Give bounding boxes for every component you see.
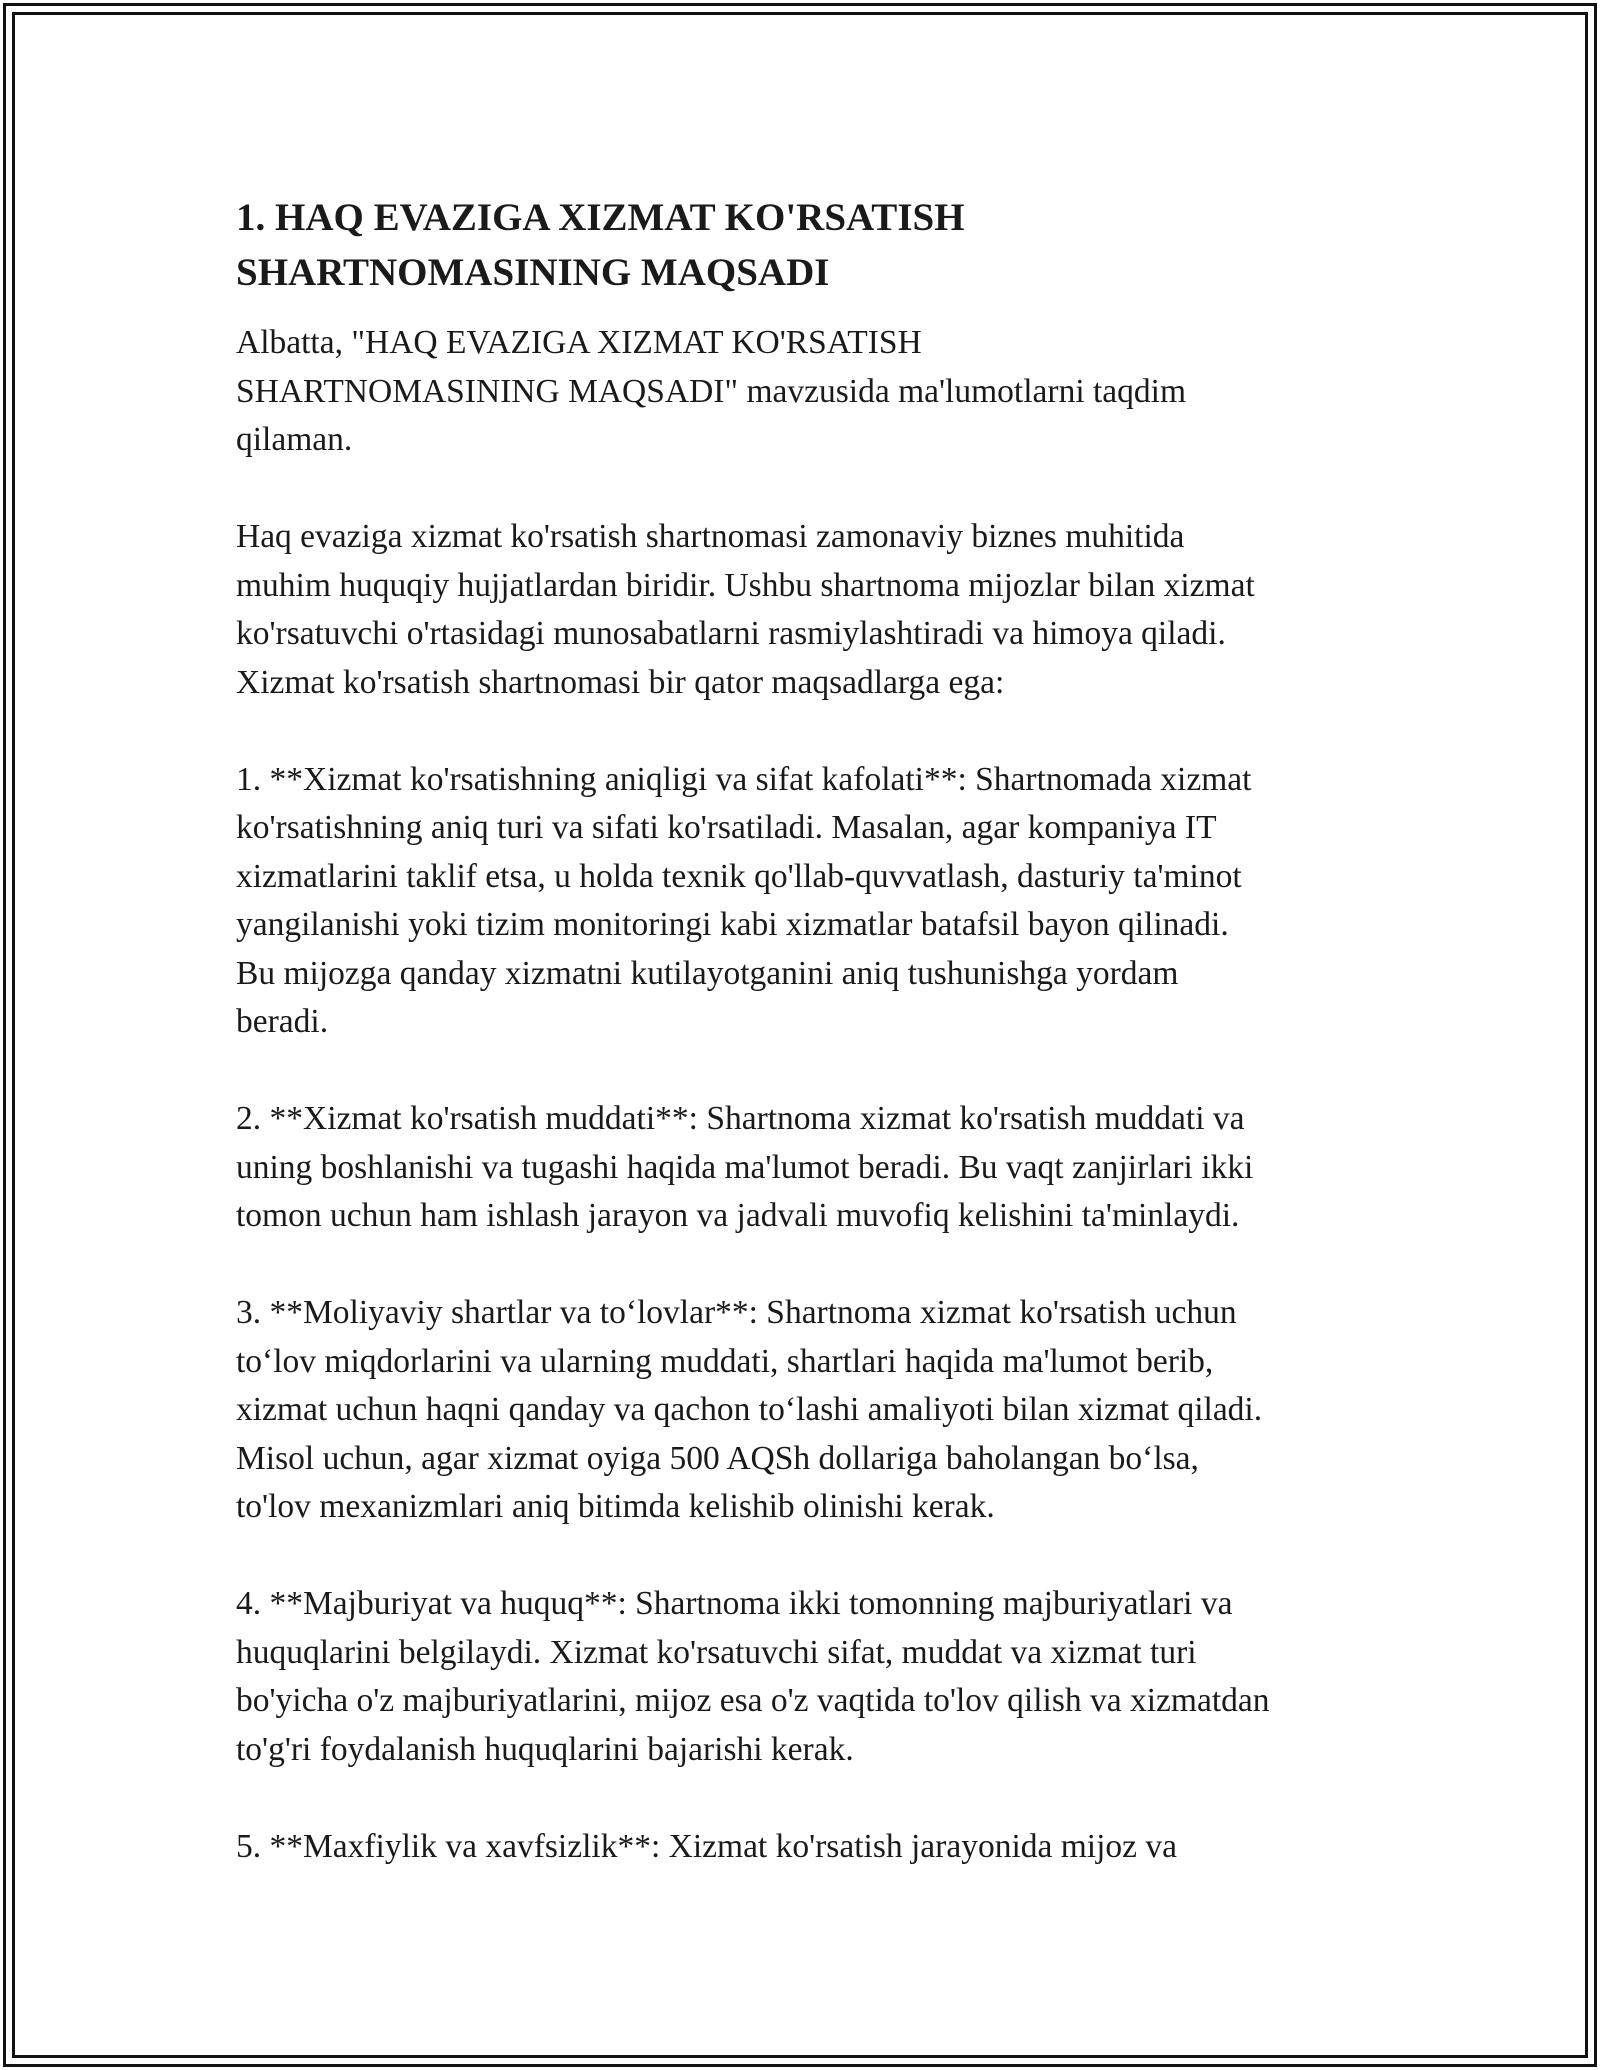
list-item-2: 2. **Xizmat ko'rsatish muddati**: Shartnoma xizmat ko'rsatish muddati va uning boshlanishi va tugashi haqida ma'lumot beradi. Bu vaqt zanjirlari ikki tomon uchun ham ishlash jarayon va jadvali muvofiq kelishini ta'minlaydi. xyxy=(236,1100,1254,1234)
list-item-1: 1. **Xizmat ko'rsatishning aniqligi va sifat kafolati**: Shartnomada xizmat ko'rsatishning aniq turi va sifati ko'rsatiladi. Masalan, agar kompaniya IT xizmatlarini taklif etsa, u holda texnik qo'llab-quvvatlash, dasturiy ta'minot yangilanishi yoki tizim monitoringi kabi xizmatlar batafsil bayon qilinadi. Bu mijozga qanday xizmatni kutilayotganini aniq tushunishga yordam beradi. xyxy=(236,760,1252,1040)
list-item-4: 4. **Majburiyat va huquq**: Shartnoma ikki tomonning majburiyatlari va huquqlarini belgilaydi. Xizmat ko'rsatuvchi sifat, muddat va xizmat turi bo'yicha o'z majburiyatlarini, mijoz esa o'z vaqtida to'lov qilish va xizmatdan to'g'ri foydalanish huquqlarini bajarishi kerak. xyxy=(236,1585,1270,1768)
list-item-3: 3. **Moliyaviy shartlar va to‘lovlar**: Shartnoma xizmat ko'rsatish uchun to‘lov miqdorlarini va ularning muddati, shartlari haqida ma'lumot berib, xizmat uchun haqni qanday va qachon to‘lashi amaliyoti bilan xizmat qiladi. Misol uchun, agar xizmat oyiga 500 AQSh dollariga baholangan bo‘lsa, to'lov mexanizmlari aniq bitimda kelishib olinishi kerak. xyxy=(236,1294,1263,1525)
document-heading: 1. HAQ EVAZIGA XIZMAT KO'RSATISH SHARTNOMASINING MAQSADI xyxy=(236,196,965,294)
document-body xyxy=(236,190,1386,1920)
paragraph-overview: Haq evaziga xizmat ko'rsatish shartnomasi zamonaviy biznes muhitida muhim huquqiy hujjatlardan biridir. Ushbu shartnoma mijozlar bilan xizmat ko'rsatuvchi o'rtasidagi munosabatlarni rasmiylashtiradi va himoya qiladi. Xizmat ko'rsatish shartnomasi bir qator maqsadlarga ega: xyxy=(236,518,1255,701)
paragraph-intro: Albatta, "HAQ EVAZIGA XIZMAT KO'RSATISH SHARTNOMASINING MAQSADI" mavzusida ma'lumotlarni taqdim qilaman. xyxy=(236,324,1187,458)
list-item-5: 5. **Maxfiylik va xavfsizlik**: Xizmat ko'rsatish jarayonida mijoz va xyxy=(236,1827,1178,1865)
